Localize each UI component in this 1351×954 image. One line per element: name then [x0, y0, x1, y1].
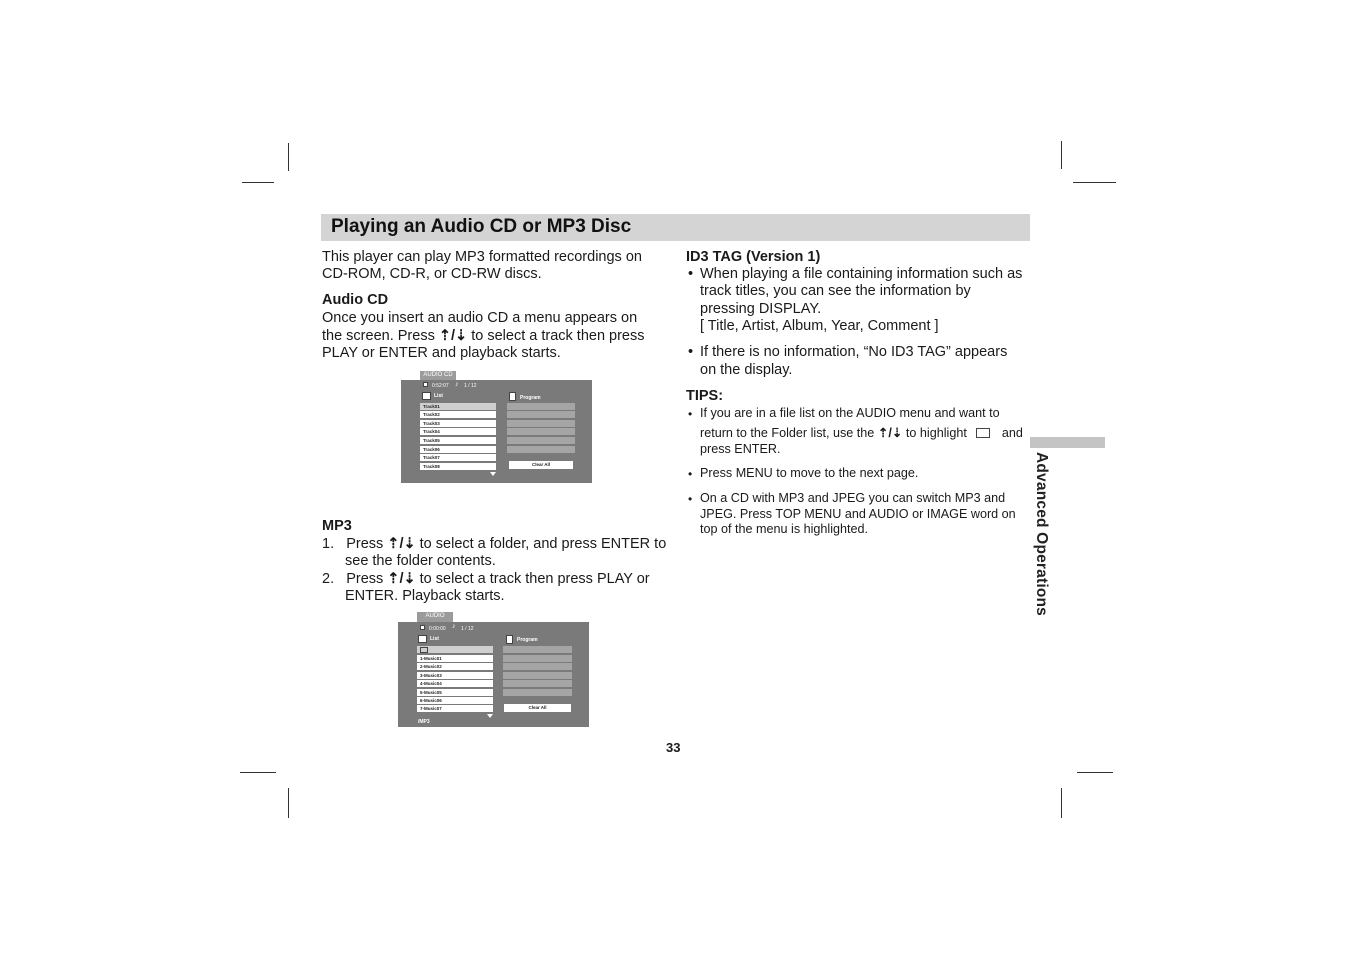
track-row[interactable]: 4-Music04 [417, 680, 493, 687]
id3-bullet1-line2: track titles, you can see the information by [700, 283, 971, 299]
title-bar [321, 214, 1030, 241]
mp3-step-2-cont: ENTER. Playback starts. [345, 588, 505, 604]
id3-heading: ID3 TAG (Version 1) [686, 249, 821, 265]
track-row[interactable]: Track03 [420, 420, 496, 427]
mp3-heading: MP3 [322, 518, 352, 534]
tip1-line2: return to the Folder list, use the ⇡/⇣ to highlight and [700, 426, 1023, 440]
tip3-line2: JPEG. Press TOP MENU and AUDIO or IMAGE word on [700, 507, 1016, 521]
tip3-line1: On a CD with MP3 and JPEG you can switch MP3 and [700, 491, 1006, 505]
crop-mark [1061, 788, 1062, 818]
program-slot[interactable] [507, 437, 575, 444]
audio-cd-tab: AUDIO CD [420, 371, 456, 380]
mp3-step-1-cont: see the folder contents. [345, 553, 496, 569]
intro-line-1: This player can play MP3 formatted recordings on [322, 249, 642, 265]
track-row[interactable]: Track07 [420, 454, 496, 461]
track-counter: 1 / 12 [464, 383, 477, 389]
program-slot[interactable] [503, 689, 572, 696]
track-row[interactable]: Track08 [420, 463, 496, 470]
tip2: Press MENU to move to the next page. [700, 466, 919, 480]
folder-up-icon [976, 428, 990, 438]
program-slot[interactable] [503, 663, 572, 670]
up-down-arrows-icon: ⇡/⇣ [387, 571, 416, 587]
bullet: • [688, 266, 694, 282]
music-note-icon: ♪ [452, 623, 456, 630]
side-tab-bar [1030, 437, 1105, 448]
program-slot[interactable] [503, 655, 572, 662]
elapsed-time: 0:52:07 [432, 383, 449, 389]
program-slot[interactable] [507, 428, 575, 435]
stop-icon [423, 382, 428, 387]
scroll-down-icon[interactable] [487, 714, 493, 718]
audio-cd-heading: Audio CD [322, 292, 389, 308]
id3-bullet1-line3: pressing DISPLAY. [700, 301, 822, 317]
track-row[interactable]: 6-Music06 [417, 697, 493, 704]
id3-bullet1-line1: When playing a file containing information such as [700, 266, 1023, 282]
intro-line-2: CD-ROM, CD-R, or CD-RW discs. [322, 266, 542, 282]
audio-cd-menu-body [401, 380, 592, 483]
audio-cd-line-3: PLAY or ENTER and playback starts. [322, 345, 561, 361]
mp3-step-2: 2. Press ⇡/⇣ to select a track then press PLAY or [322, 571, 650, 587]
track-row[interactable]: 3-Music03 [417, 672, 493, 679]
program-icon [509, 392, 516, 401]
track-counter: 1 / 12 [461, 626, 474, 632]
program-slot[interactable] [503, 680, 572, 687]
program-slot[interactable] [507, 403, 575, 410]
track-row[interactable]: 1-Music01 [417, 655, 493, 662]
page-number: 33 [666, 740, 681, 755]
crop-mark [1061, 141, 1062, 169]
list-icon [422, 392, 431, 400]
audio-cd-line-2: the screen. Press ⇡/⇣ to select a track then press [322, 328, 645, 344]
track-row[interactable]: 5-Music05 [417, 689, 493, 696]
crop-mark [1077, 772, 1113, 773]
list-icon [418, 635, 427, 643]
track-row[interactable]: Track04 [420, 428, 496, 435]
bullet: • [688, 407, 693, 421]
track-row[interactable]: Track01 [420, 403, 496, 410]
list-label: List [430, 636, 439, 642]
mp3-audio-tab: AUDIO [417, 612, 453, 622]
track-row[interactable]: Track05 [420, 437, 496, 444]
tip1-line3: press ENTER. [700, 442, 781, 456]
track-row[interactable]: Track02 [420, 411, 496, 418]
music-note-icon: ♪ [455, 381, 459, 388]
tip1-line1: If you are in a file list on the AUDIO menu and want to [700, 406, 1000, 420]
bullet: • [688, 467, 693, 481]
folder-path: /MP3 [418, 719, 430, 725]
clear-all-button[interactable]: Clear All [509, 461, 573, 469]
crop-mark [288, 788, 289, 818]
track-row[interactable]: Track06 [420, 446, 496, 453]
mp3-step-1: 1. Press ⇡/⇣ to select a folder, and press ENTER to [322, 536, 667, 552]
id3-bullet2-line2: on the display. [700, 362, 793, 378]
program-slot[interactable] [507, 420, 575, 427]
folder-up-icon [420, 647, 428, 653]
track-row[interactable]: 7-Music07 [417, 705, 493, 712]
track-row[interactable]: 2-Music02 [417, 663, 493, 670]
program-slot[interactable] [503, 646, 572, 653]
up-down-arrows-icon: ⇡/⇣ [877, 426, 903, 440]
scroll-down-icon[interactable] [490, 472, 496, 476]
program-label: Program [517, 637, 538, 643]
mp3-menu-body [398, 622, 589, 727]
program-slot[interactable] [507, 411, 575, 418]
crop-mark [1073, 182, 1116, 183]
list-label: List [434, 393, 443, 399]
id3-bullet2-line1: If there is no information, “No ID3 TAG” appears [700, 344, 1008, 360]
id3-bullet1-line4: [ Title, Artist, Album, Year, Comment ] [700, 318, 939, 334]
elapsed-time: 0:00:00 [429, 626, 446, 632]
clear-all-button[interactable]: Clear All [504, 704, 571, 712]
program-icon [506, 635, 513, 644]
program-slot[interactable] [507, 446, 575, 453]
tip3-line3: top of the menu is highlighted. [700, 522, 869, 536]
crop-mark [288, 143, 289, 171]
crop-mark [240, 772, 276, 773]
tips-heading: TIPS: [686, 388, 724, 404]
program-label: Program [520, 395, 541, 401]
section-side-label: Advanced Operations [1033, 452, 1050, 617]
up-down-arrows-icon: ⇡/⇣ [387, 536, 416, 552]
parent-folder-row[interactable] [417, 646, 493, 653]
bullet: • [688, 492, 693, 506]
audio-cd-line-1: Once you insert an audio CD a menu appears on [322, 310, 638, 326]
up-down-arrows-icon: ⇡/⇣ [438, 328, 468, 344]
stop-icon [420, 625, 425, 630]
program-slot[interactable] [503, 672, 572, 679]
crop-mark [242, 182, 274, 183]
audio-cd-menu-tab-wrap [420, 371, 456, 380]
page-title: Playing an Audio CD or MP3 Disc [331, 216, 632, 237]
bullet: • [688, 344, 694, 360]
mp3-menu-tab-wrap [417, 612, 453, 622]
